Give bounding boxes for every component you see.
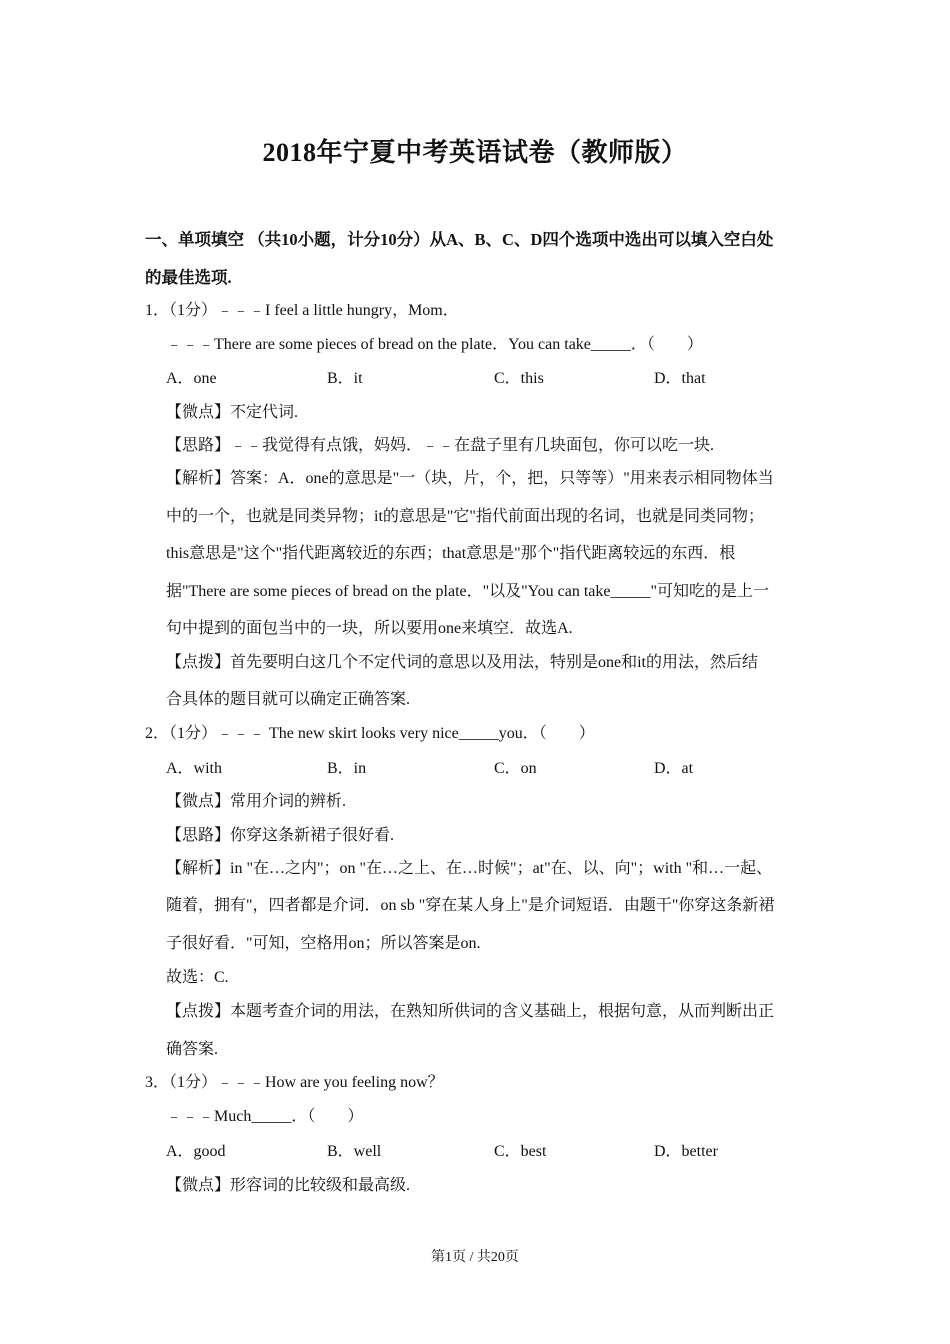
q2-jiexi-line: 子很好看．"可知，空格用on；所以答案是on. — [166, 935, 481, 952]
q1-dianbo-line: 合具体的题目就可以确定正确答案. — [166, 691, 411, 708]
q1-option-a: A．one — [166, 370, 217, 387]
q3-stem: 3．（1分）﹣﹣﹣How are you feeling now？ — [145, 1074, 444, 1091]
q1-option-b: B．it — [327, 370, 363, 387]
q3-weidian: 【微点】形容词的比较级和最高级. — [166, 1177, 411, 1194]
page-footer: 第1页 / 共20页 — [431, 1250, 519, 1265]
q2-option-d: D．at — [654, 760, 694, 777]
q1-dianbo-line: 【点拨】首先要明白这几个不定代词的意思以及用法，特别是one和it的用法，然后结 — [166, 654, 758, 671]
q1-option-d: D．that — [654, 370, 706, 387]
q2-option-a: A．with — [166, 760, 223, 777]
q1-weidian: 【微点】不定代词. — [166, 404, 299, 421]
q2-dianbo-line: 【点拨】本题考查介词的用法，在熟知所供词的含义基础上，根据句意，从而判断出正 — [166, 1003, 775, 1020]
page-title: 2018年宁夏中考英语试卷（教师版） — [262, 138, 688, 167]
q1-jiexi-line: 句中提到的面包当中的一块，所以要用one来填空．故选A. — [166, 620, 573, 637]
q3-option-c: C．best — [494, 1143, 547, 1160]
q2-jiexi-line: 随着，拥有"，四者都是介词．on sb "穿在某人身上"是介词短语．由题干"你穿这条新裙 — [166, 897, 775, 914]
q2-answer: 故选：C. — [166, 969, 229, 986]
q2-stem: 2．（1分）﹣﹣﹣ The new skirt looks very nice_____you．（ ） — [145, 725, 595, 742]
q1-jiexi-line: this意思是"这个"指代距离较近的东西；that意思是"那个"指代距离较远的东西．根 — [166, 545, 736, 562]
q2-dianbo-line: 确答案. — [166, 1041, 219, 1058]
q2-weidian: 【微点】常用介词的辨析. — [166, 793, 347, 810]
q1-stem-reply: ﹣﹣﹣There are some pieces of bread on the plate．You can take_____．（ ） — [166, 336, 703, 353]
q3-stem-reply: ﹣﹣﹣Much_____．（ ） — [166, 1108, 364, 1125]
q2-jiexi-line: 【解析】in "在…之内"；on "在…之上、在…时候"；at"在、以、向"；with "和…一起、 — [166, 860, 773, 877]
q1-silu: 【思路】﹣﹣我觉得有点饿，妈妈．﹣﹣在盘子里有几块面包，你可以吃一块. — [166, 437, 715, 454]
q2-option-c: C．on — [494, 760, 537, 777]
q3-option-d: D．better — [654, 1143, 718, 1160]
q1-jiexi-line: 【解析】答案：A．one的意思是"一（块，片，个，把，只等等）"用来表示相同物体当 — [166, 470, 774, 487]
q1-jiexi-line: 中的一个，也就是同类异物；it的意思是"它"指代前面出现的名词，也就是同类同物； — [166, 508, 764, 525]
q3-option-a: A．good — [166, 1143, 226, 1160]
q2-silu: 【思路】你穿这条新裙子很好看. — [166, 827, 395, 844]
section-heading: 一、单项填空 （共10小题，计分10分）从A、B、C、D四个选项中选出可以填入空白处 — [145, 230, 774, 249]
q3-option-b: B．well — [327, 1143, 382, 1160]
section-heading-cont: 的最佳选项. — [145, 268, 232, 287]
q2-option-b: B．in — [327, 760, 367, 777]
q1-stem: 1．（1分）﹣﹣﹣I feel a little hungry，Mom． — [145, 302, 459, 319]
q1-option-c: C．this — [494, 370, 544, 387]
q1-jiexi-line: 据"There are some pieces of bread on the plate．"以及"You can take_____"可知吃的是上一 — [166, 583, 770, 600]
